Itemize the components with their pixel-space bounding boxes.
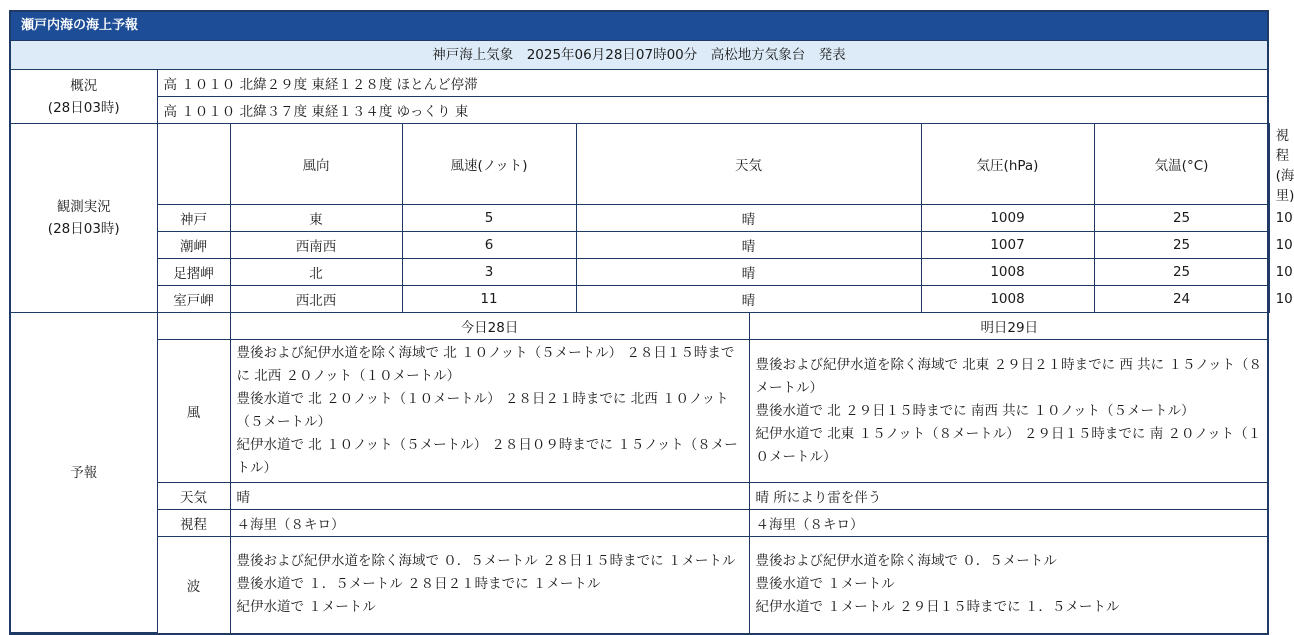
waves-label: 波 [157,537,230,633]
col-header-wind-dir: 風向 [230,124,402,205]
observation-row: 室戸岬 西北西 11 晴 1008 24 10 [11,286,1269,313]
station-name: 潮岬 [157,232,230,259]
weather-label: 天気 [157,483,230,510]
observations-label: 観測実況 (28日03時) [11,124,157,313]
wind-dir: 東 [230,205,402,232]
pressure: 1007 [921,232,1094,259]
wind-speed: 5 [402,205,576,232]
weather-tomorrow: 晴 所により雷を伴う [749,483,1269,510]
wind-tomorrow: 豊後および紀伊水道を除く海域で 北東 ２９日２１時までに 西 共に １５ノット（８メートル） 豊後水道で 北 ２９日１５時までに 南西 共に １０ノット（５メートル） 紀伊水道で 北東 １５ノット（８メートル） ２９日１５時までに 南 ２０ノット（１０メートル） [749,340,1269,483]
col-header-weather: 天気 [576,124,921,205]
waves-tomorrow: 豊後および紀伊水道を除く海域で ０．５メートル 豊後水道で １メートル 紀伊水道で １メートル ２９日１５時までに １．５メートル [749,537,1269,633]
visibility-today: ４海里（８キロ） [230,510,749,537]
today-header: 今日28日 [230,313,749,340]
marine-forecast-panel [9,10,1294,635]
wind-dir: 西北西 [230,286,402,313]
overview-label: 概況 (28日03時) [11,70,157,124]
temperature: 25 [1094,259,1269,286]
observation-row: 足摺岬 北 3 晴 1008 25 10 [11,259,1269,286]
visibility-label: 視程 [157,510,230,537]
forecast-waves-row [11,537,1269,633]
wind-label: 風 [157,340,230,483]
station-name: 神戸 [157,205,230,232]
observation-row: 潮岬 西南西 6 晴 1007 25 10 [11,232,1269,259]
col-header-wind-speed: 風速(ノット) [402,124,576,205]
wind-today: 豊後および紀伊水道を除く海域で 北 １０ノット（５メートル） ２８日１５時までに 北西 ２０ノット（１０メートル） 豊後水道で 北 ２０ノット（１０メートル） ２８日２１時までに 北西 １０ノット（５メートル） 紀伊水道で 北 １０ノット（５メートル） ２８日０９時までに １５ノット（８メートル） [230,340,749,483]
forecast-weather-row [11,483,1269,510]
issuer-line: 神戸海上気象 2025年06月28日07時00分 高松地方気象台 発表 [11,40,1267,69]
wind-speed: 11 [402,286,576,313]
pressure: 1008 [921,286,1094,313]
temperature: 24 [1094,286,1269,313]
weather: 晴 [576,205,921,232]
weather-today: 晴 [230,483,749,510]
visibility-tomorrow: ４海里（８キロ） [749,510,1269,537]
forecast-table: 概況 (28日03時) 高 １０１０ 北緯２９度 東経１２８度 ほとんど停滞 高 １０１０ 北緯３７度 東経１３４度 ゆっくり 東 観測実況 (28日03時) 風向 風速(ノット) 天気 気圧(hPa) 気温(°C) 視程(海里) 神戸 東 5 晴 1009 25 10 潮岬 西南西 6 晴 1007 25 10 足摺岬 北 3 晴 1008 25 10 室戸岬 西北西 11 晴 1008 24 10 予報 今日28日 明日29日 風 豊後および紀伊水道を除く海域で 北 １０ノット（５メートル） ２８日１５時までに 北西 ２０ノット（１０メートル） 豊後水道で 北 ２０ノット（１０メートル） ２８日２１時までに 北西 １０ノット（５メートル） 紀伊水道で 北 １０ノット（５メートル） ２８日０９時までに １５ノット（８メートル） 豊後および紀伊水道を除く海域で 北東 ２９日２１時までに 西 共に １５ノット（８メートル） 豊後水道で 北 ２９日１５時までに 南西 共に １０ノット（５メートル） 紀伊水道で 北東 １５ノット（８メートル） ２９日１５時までに 南 ２０ノット（１０メートル） 天気 晴 晴 所により雷を伴う 視程 ４海里（８キロ） ４海里（８キロ） 波 豊後および紀伊水道を除く海域で ０．５メートル ２８日１５時までに １メートル 豊後水道で １．５メートル ２８日２１時までに １メートル 紀伊水道で １メートル 豊後および紀伊水道を除く海域で ０．５メートル 豊後水道で １メートル 紀伊水道で １メートル ２９日１５時までに １．５メートル [11,69,1269,633]
tomorrow-header: 明日29日 [749,313,1269,340]
pressure: 1009 [921,205,1094,232]
overview-item: 高 １０１０ 北緯２９度 東経１２８度 ほとんど停滞 [157,70,1269,97]
station-name: 足摺岬 [157,259,230,286]
forecast-wind-row [11,340,1269,483]
waves-today: 豊後および紀伊水道を除く海域で ０．５メートル ２８日１５時までに １メートル 豊後水道で １．５メートル ２８日２１時までに １メートル 紀伊水道で １メートル [230,537,749,633]
weather: 晴 [576,286,921,313]
col-header-temp: 気温(°C) [1094,124,1269,205]
wind-dir: 北 [230,259,402,286]
forecast-label: 予報 [11,313,157,633]
temperature: 25 [1094,205,1269,232]
wind-speed: 6 [402,232,576,259]
forecast-visibility-row [11,510,1269,537]
wind-dir: 西南西 [230,232,402,259]
weather: 晴 [576,259,921,286]
col-header-pressure: 気圧(hPa) [921,124,1094,205]
panel-title: 瀬戸内海の海上予報 [11,12,1267,40]
overview-item: 高 １０１０ 北緯３７度 東経１３４度 ゆっくり 東 [157,97,1269,124]
pressure: 1008 [921,259,1094,286]
forecast-header-empty [157,313,230,340]
station-header-empty [157,124,230,205]
temperature: 25 [1094,232,1269,259]
observation-row: 神戸 東 5 晴 1009 25 10 [11,205,1269,232]
station-name: 室戸岬 [157,286,230,313]
weather: 晴 [576,232,921,259]
wind-speed: 3 [402,259,576,286]
